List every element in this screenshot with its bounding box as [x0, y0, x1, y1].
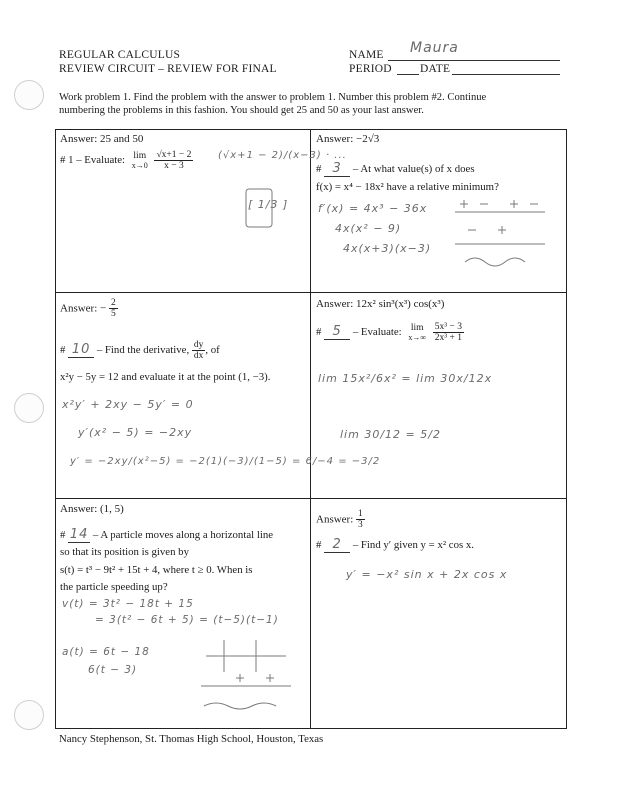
cell5-answer: Answer: (1, 5) [60, 503, 124, 515]
cell1-answer: Answer: 25 and 50 [60, 133, 144, 145]
cell4-work-1: lim 15x²/6x² = lim 30x/12x [318, 372, 493, 385]
binder-hole-bottom [14, 700, 44, 730]
date-label: DATE [420, 63, 451, 75]
cell2-problem-line-2: f(x) = x⁴ − 18x² have a relative minimum? [316, 181, 499, 193]
cell1-work-1: (√x+1 − 2)/(x−3) · ... [218, 150, 347, 161]
worksheet-subtitle: REVIEW CIRCUIT – REVIEW FOR FINAL [59, 63, 277, 75]
cell5-problem-line-1: # 14 – A particle moves along a horizontal line [60, 527, 274, 542]
cell3-problem-line-2: x²y − 5y = 12 and evaluate it at the point (1, −3). [60, 371, 271, 383]
cell2-work-1: f′(x) = 4x³ − 36x [318, 202, 428, 215]
cell2-answer: Answer: −2√3 [316, 133, 380, 145]
cell4-answer: Answer: 12x² sin³(x³) cos(x³) [316, 298, 445, 310]
cell3-number: 10 [68, 343, 94, 358]
cell2-number: 3 [324, 162, 350, 177]
cell1-limit: lim x→0 [131, 150, 148, 170]
cell6-number: 2 [324, 538, 350, 553]
cell6-answer: Answer: $\frac{1}{3}$ [316, 509, 363, 530]
date-line [452, 74, 560, 75]
name-line [388, 60, 560, 61]
cell5-problem-line-2: so that its position is given by [60, 546, 189, 558]
cell2-work-2: 4x(x² − 9) [335, 222, 402, 235]
binder-hole-middle [14, 393, 44, 423]
cell5-problem-line-3: s(t) = t³ − 9t² + 15t + 4, where t ≥ 0. When is [60, 564, 253, 576]
cell5-problem-line-4: the particle speeding up? [60, 581, 168, 593]
cell2-problem-line-1: # 3 – At what value(s) of x does [316, 161, 475, 176]
cell3-work-1: x²y′ + 2xy − 5y′ = 0 [62, 398, 194, 411]
cell1-problem [60, 150, 193, 171]
cell3-work-3: y′ = −2xy/(x²−5) = −2(1)(−3)/(1−5) = 6/−4 = −3/2 [70, 456, 381, 467]
grid-divider-row1 [55, 292, 567, 293]
instructions-line-2: numbering the problems in this fashion. You should get 25 and 50 as your last answer. [59, 105, 424, 116]
cell4-fraction: $\frac{\text{5x³ − 3}}{\text{2x³ + 1}}$ [434, 322, 463, 343]
cell2-work-3: 4x(x+3)(x−3) [343, 242, 432, 255]
cell1-work-2: [ 1/3 ] [248, 198, 289, 211]
cell5-work-3: a(t) = 6t − 18 [62, 646, 150, 658]
footer-credit: Nancy Stephenson, St. Thomas High School, Houston, Texas [59, 733, 324, 745]
cell3-work-2: y′(x² − 5) = −2xy [78, 426, 193, 439]
period-label: PERIOD [349, 63, 392, 75]
cell5-work-1: v(t) = 3t² − 18t + 15 [62, 598, 194, 610]
grid-divider-row2 [55, 498, 567, 499]
cell5-sign-chart [196, 632, 296, 722]
binder-hole-top [14, 80, 44, 110]
period-line [397, 74, 419, 75]
cell4-problem: # 5 – Evaluate: lim x→∞ $\frac{\text{5x³ − 3}}{\text{2x³ + 1}}$ [316, 322, 463, 343]
cell4-number: 5 [324, 325, 350, 340]
cell2-sign-chart [450, 196, 550, 276]
cell6-problem: # 2 – Find y′ given y = x² cos x. [316, 537, 474, 552]
name-label: NAME [349, 49, 384, 61]
course-title: REGULAR CALCULUS [59, 49, 181, 61]
instructions-line-1: Work problem 1. Find the problem with the answer to problem 1. Number this problem #2. Continue [59, 92, 487, 103]
cell5-work-4: 6(t − 3) [88, 664, 138, 676]
cell1-handwriting-scribble [240, 185, 280, 235]
cell6-work-1: y′ = −x² sin x + 2x cos x [346, 568, 508, 581]
cell5-work-2: = 3(t² − 6t + 5) = (t−5)(t−1) [95, 614, 279, 626]
cell5-number: 14 [69, 527, 89, 542]
cell1-fraction: $\frac{√x+1 - 2}{x - 3}$ [156, 150, 192, 171]
cell4-work-2: lim 30/12 = 5/2 [340, 428, 441, 441]
cell3-answer: Answer: − $\frac{2}{5}$ [60, 298, 116, 319]
grid-divider-vertical [310, 129, 311, 729]
name-handwritten: Maura [410, 40, 459, 56]
cell3-problem-line-1: # 10 – Find the derivative, $\frac{dy}{dx}$ , of [60, 340, 220, 361]
cell4-limit: lim x→∞ [408, 322, 427, 342]
cell1-prefix: # 1 – Evaluate: [60, 153, 126, 166]
